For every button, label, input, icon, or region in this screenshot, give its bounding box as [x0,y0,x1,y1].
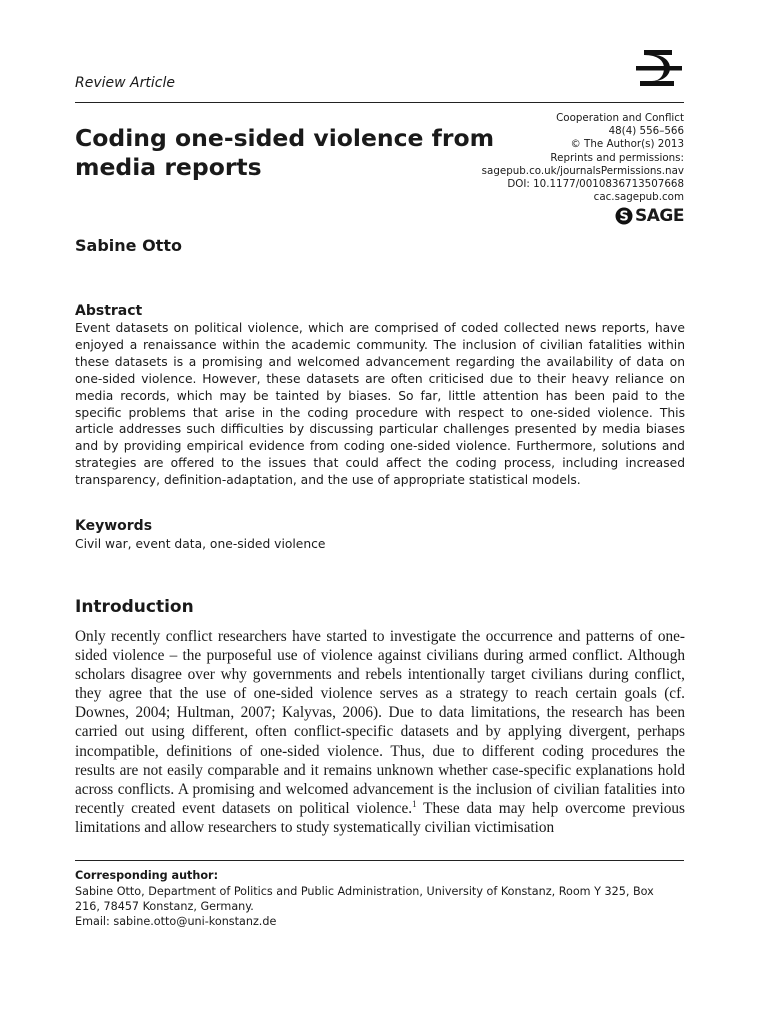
corresponding-author-details [75,884,685,930]
journal-logo-icon [634,44,684,92]
volume-pages: 48(4) 556–566 [608,125,684,138]
svg-text:S: S [619,209,629,225]
footer-divider [75,860,684,861]
journal-name: Cooperation and Conflict [556,112,684,124]
corresponding-author-heading: Corresponding author: [75,869,219,882]
introduction-heading: Introduction [75,597,194,617]
reprints-line: Reprints and permissions: [550,151,684,164]
intro-text-part1: Only recently conflict researchers have started to investigate the occurrence and patterns of one-sided violence – the purposeful use of violence against civilians during armed conflict. Although scholars disagree over why governments and rebels intentionally target civilians during conflict, they agree that the use of one-sided violence serves as a strategy to reach certain goals (cf. Downes, 2004; Hultman, 2007; Kalyvas, 2006). Due to data limitations, the research has been carried out using different, often conflict-specific datasets and by applying divergent, perhaps incompatible, definitions of one-sided violence. Thus, due to different coding procedures the results are not easily comparable and it remains unknown whether case-specific explanations hold across conflicts. A promising and welcomed advancement is the inclusion of civilian fatalities into recently created event datasets on political violence. [75,628,685,817]
header-divider [75,102,684,103]
copyright-line: © The Author(s) 2013 [570,138,684,151]
email-line[interactable]: Email: sabine.otto@uni-konstanz.de [75,915,277,929]
introduction-paragraph [75,627,685,837]
sage-circle-icon [615,207,633,225]
intro-text-part2: These data may help overcome previous limitations and allow researchers to study systematically civilian victimisation [75,799,685,836]
journal-site-link[interactable]: cac.sagepub.com [593,191,684,204]
article-type-label: Review Article [75,75,175,91]
author-name: Sabine Otto [75,236,182,255]
permissions-link[interactable]: sagepub.co.uk/journalsPermissions.nav [481,164,684,177]
publisher-name: SAGE [635,206,684,226]
address-line: 216, 78457 Konstanz, Germany. [75,900,254,914]
abstract-heading: Abstract [75,303,143,319]
doi-line[interactable]: DOI: 10.1177/0010836713507668 [507,178,684,191]
article-title: Coding one-sided violence from media reports [75,124,495,181]
address-line: Sabine Otto, Department of Politics and Public Administration, University of Konstanz, Room Y 325, Box [75,885,654,898]
abstract-text: Event datasets on political violence, which are comprised of coded collected news reports, have enjoyed a renaissance within the academic community. The inclusion of civilian fatalities within these datasets is a promising and welcomed advancement regarding the availability of data on one-sided violence. However, these datasets are often criticised due to their heavy reliance on media records, which may be tainted by biases. So far, little attention has been paid to the specific problems that arise in the coding procedure with respect to one-sided violence. This article addresses such difficulties by discussing particular challenges presented by media biases and by providing empirical evidence from coding one-sided violence. Furthermore, solutions and strategies are offered to the issues that could affect the coding process, including increased transparency, definition-adaptation, and the use of appropriate statistical models. [75,321,685,488]
footnote-marker[interactable]: 1 [412,798,417,809]
journal-metadata [470,112,684,204]
publisher-logo [615,206,684,226]
keywords-text: Civil war, event data, one-sided violence [75,537,326,551]
keywords-heading: Keywords [75,518,153,534]
